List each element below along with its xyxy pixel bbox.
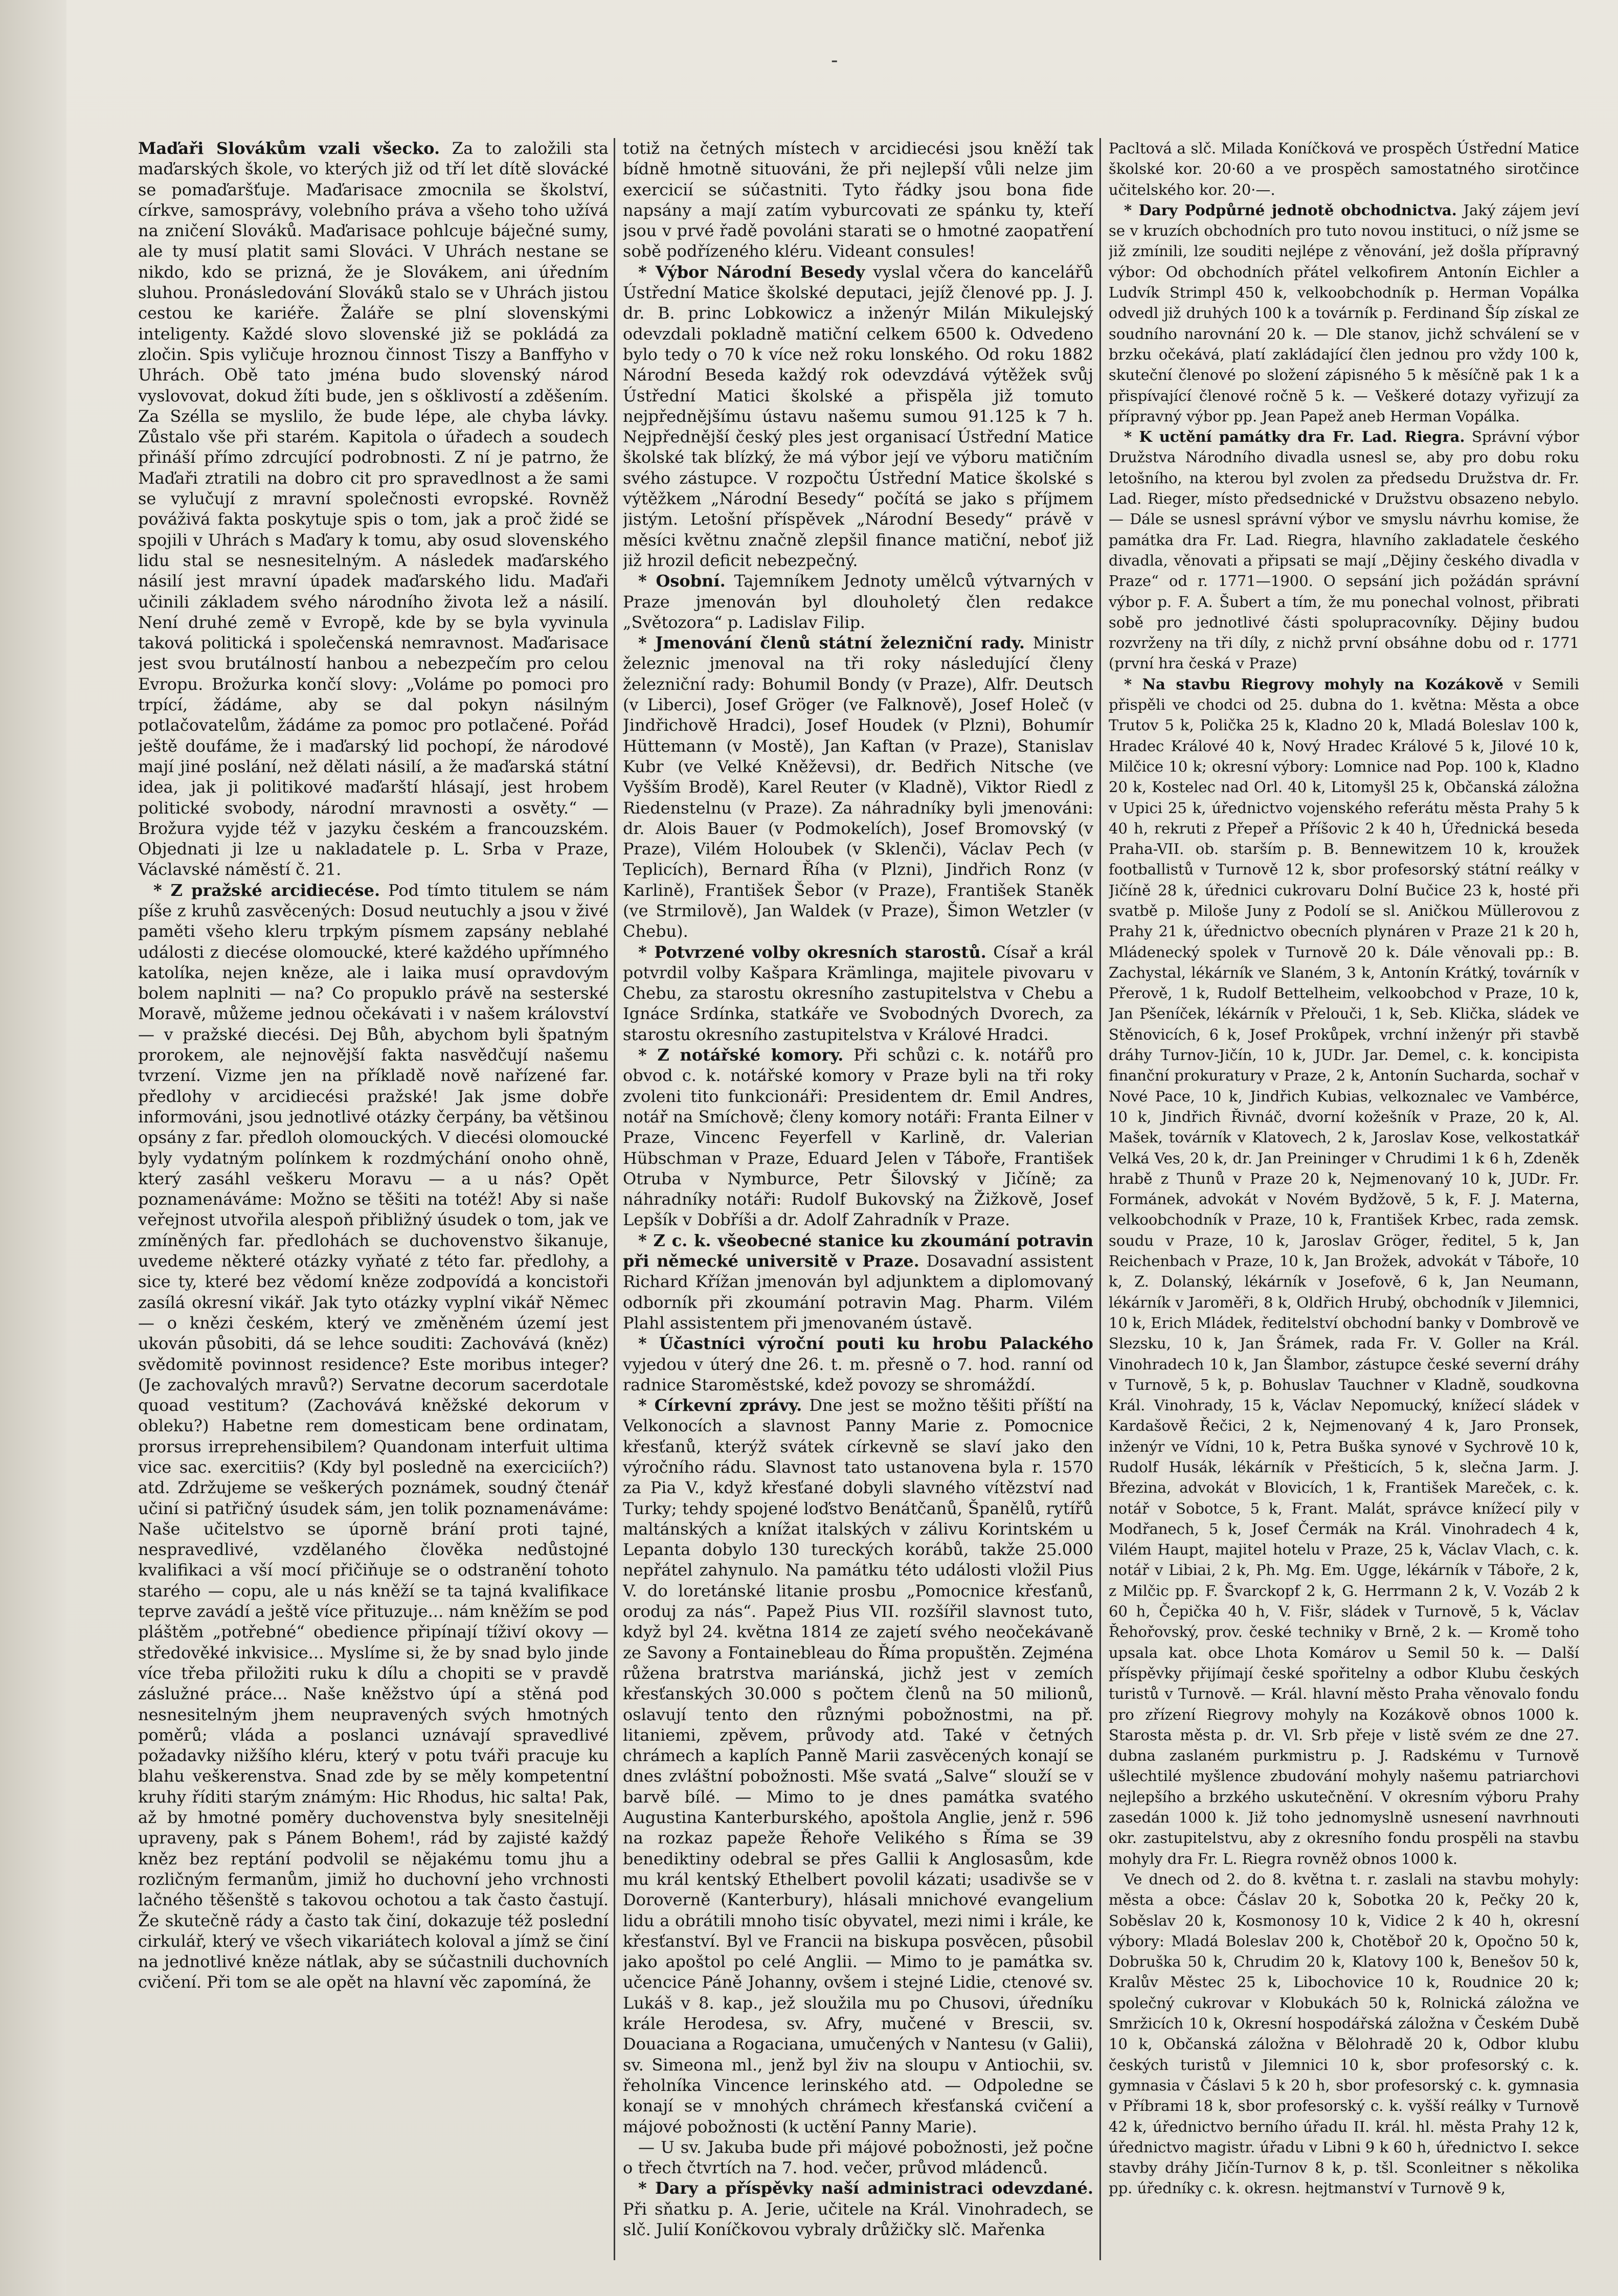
article-paragraph — [623, 262, 1093, 571]
article-heading: * K uctění památky dra Fr. Lad. Riegra. — [1124, 428, 1465, 446]
article-heading: * Dary a příspěvky naší administraci odevzdané. — [638, 2178, 1093, 2198]
article-paragraph — [1109, 138, 1579, 200]
article-heading: * Účastníci výroční pouti ku hrobu Palackého — [638, 1334, 1093, 1354]
column-rule-1 — [614, 138, 615, 2260]
article-text: Císař a král potvrdil volby Kašpara Krämlinga, majitele pivovaru v Chebu, za starostu okresního zastupitelstva v Chebu a Ignáce Srdínka, statkáře ve Svobodných Dvorech, za starostu okresního zastupitelstva v Králové Hradci. — [623, 942, 1093, 1044]
column-2 — [623, 138, 1093, 2265]
article-text: Dosavadní assistent Richard Křížan jmenován byl adjunktem a diplomovaný odborník při zkoumání potravin Mag. Pharm. Vilém Plahl assistentem při jmenovaném ústavě. — [623, 1251, 1093, 1333]
article-text: vyjedou v úterý dne 26. t. m. přesně o 7. hod. ranní od radnice Staroměstské, kdež povozy se shromáždí. — [623, 1354, 1093, 1394]
article-text: Dne jest se možno těšiti příští na Velkonocích a slavnost Panny Marie z. Pomocnice křesťanů, kterýž svátek církevně se slaví jako den výročního rádu. Slavnost tato ustanovena byla r. 1570 za Pia V., když křesťané dobyli slavného vítězství nad Turky; tehdy spojené loďstvo Benátčanů, Španělů, rytířů maltánských a knížat italských v zálivu Korintském u Lepanta dobylo 130 tureckých korábů, takže 25.000 nepřátel zahynulo. Na památku této události vložil Pius V. do loretánské litanie prosbu „Pomocnice křesťanů, oroduj za nás“. Papež Pius VII. rozšířil slavnost tuto, když byl 24. května 1814 ze zajetí svého neočekávaně ze Savony a Fontainebleau do Říma propuštěn. Zejména růžena bratrstva mariánská, jichž jest v zemích křesťanských 30.000 s počtem členů na 50 milionů, oslavují tento den různými pobožnostmi, na př. litaniemi, zpěvem, průvody atd. Také v četných chrámech a kaplích Panně Marii zasvěcených konají se dnes zvláštní pobožnosti. Mše svatá „Salve“ slouží se v barvě bílé. — Mimo to je dnes památka svatého Augustina Kanterburského, apoštola Anglie, jenž r. 596 na rozkaz papeže Řehoře Velikého s Říma se 39 benediktiny odebral se přes Gallii k Anglosasům, kde mu král kentský Ethelbert povolil kázati; usadivše se v Doroverně (Kanterbury), hlásali mnichové evangelium lidu a obrátili mnoho tisíc obyvatel, mezi nimi i krále, ke křesťanství. Byl ve Francii na biskupa posvěcen, působil jako apoštol po celé Anglii. — Mimo to je památka sv. učencice Páně Johanny, ovšem i stejné Lidie, ctenové sv. Lukáš v 8. kap., jež sloužila mu po Chusovi, úředníku krále Herodesa, sv. Afry, mučené v Brescii, sv. Douaciana a Rogaciana, umučených v Nantesu (v Galii), sv. Simeona ml., jenž byl živ na sloupu v Antiochii, sv. řeholníka Vincence lerinského atd. — Odpoledne se konají se v mnohých chrámech křesťanská cvičení a májové pobožnosti (k uctění Panny Marie). — [623, 1395, 1093, 2136]
article-heading: * Z pražské arcidiecése. — [153, 880, 380, 900]
article-text: Tajemníkem Jednoty umělců výtvarných v Praze jmenován byl dlouholetý člen redakce „Světozora“ p. Ladislav Filip. — [623, 571, 1093, 632]
article-text: Správní výbor Družstva Národního divadla usnesl se, aby pro dobu roku letošního, na kterou byl zvolen za předsedu Družstva dr. Fr. Lad. Rieger, místo předsednické v Družstvu obsazeno nebylo. — Dále se usnesl správní výbor ve smyslu návrhu komise, že památka dra Fr. Lad. Riegra, hlavního zakladatele českého divadla, věnovati a připsati se mají „Dějiny českého divadla v Praze“ od r. 1771—1900. O sepsání jich požádán správní výbor p. F. A. Šubert a tím, že mu ponechal volnost, přibrati sobě pro jednotlivé části spolupracovníky. Dějiny budou rozvrženy na tři díly, z nichž první obsáhne dobu od r. 1771 (první hra česká v Praze) — [1109, 428, 1579, 672]
article-text: totiž na četných místech v arcidiecési jsou kněží tak bídně hmotně situováni, že při nejlepší vůli nelze jim exercicií se súčastniti. Tyto řádky jsou bona fide napsány a mají zatím vyburcovati ze spánku ty, kteří jsou v prvé řadě povoláni starati se o hmotné zaopatření sobě podřízeného kléru. Videant consules! — [623, 139, 1093, 261]
article-text: Při schůzi c. k. notářů pro obvod c. k. notářské komory v Praze byli na tři roky zvoleni tito funkcionáři: Presidentem dr. Emil Andres, notář na Smíchově; členy komory notáři: Franta Eilner v Praze, Vincenc Feyerfell v Karlině, dr. Valerian Hübschman v Praze, Eduard Jelen v Táboře, František Otruba v Nymburce, Petr Šilovský v Jičíně; za náhradníky notáři: Rudolf Bukovský na Žižkově, Josef Lepšík v Dobříši a dr. Adolf Zahradník v Praze. — [623, 1045, 1093, 1230]
column-rule-2 — [1099, 138, 1101, 2260]
article-heading: Maďaři Slovákům vzali všecko. — [138, 139, 440, 158]
article-text: — U sv. Jakuba bude při májové pobožnosti, jež počne o třech čtvrtích na 7. hod. večer, průvod mládenců. — [623, 2137, 1093, 2178]
article-paragraph — [1109, 674, 1579, 1869]
page-mark: - — [831, 49, 838, 72]
article-paragraph — [623, 633, 1093, 941]
article-text: v Semili přispěli ve chodci od 25. dubna do 1. května: Města a obce Trutov 5 k, Polička 25 k, Kladno 20 k, Mladá Boleslav 100 k, Hradec Králové 40 k, Nový Hradec Králové 5 k, Jilové 10 k, Milčice 10 k; okresní výbory: Lomnice nad Pop. 100 k, Kladno 20 k, Kostelec nad Orl. 40 k, Litomyšl 25 k, Občanská záložna v Upici 25 k, úřednictvo vojenského referátu města Prahy 5 k 40 h, rekruti z Přepeř a Příšovic 2 k 40 h, Úřednická beseda Praha-VII. ob. starším p. B. Bennewitzem 10 k, kroužek footballistů v Turnově 12 k, sbor profesorský státní reálky v Jičíně 28 k, úřednici cukrovaru Dolní Bučice 23 k, hosté při svatbě p. Miloše Juny z Podolí se sl. Aničkou Müllerovou z Prahy 21 k, úřednictvo obecních plynáren v Praze 21 k 20 h, Mládenecký spolek v Turnově 20 k. Dále věnovali pp.: B. Zachystal, lékárník ve Slaném, 3 k, Antonín Krátký, továrník v Přerově, 1 k, Rudolf Bettelheim, velkoobchod v Praze, 10 k, Jan Pšeníček, lékárník v Přelouči, 1 k, Seb. Klička, sládek ve Stěnovicích, 6 k, Josef Prokůpek, vrchní inženýr při stavbě dráhy Turnov-Jičín, 10 k, JUDr. Jar. Demel, c. k. koncipista finanční prokuratury v Praze, 2 k, Antonín Sucharda, sochař v Nové Pace, 10 k, Jindřich Kubias, velkoznalec ve Vambérce, 10 k, Jindřich Řivnáč, dvorní kožešník v Praze, 20 k, Al. Mašek, továrník v Klatovech, 2 k, Jaroslav Kose, velkostatkář Velká Ves, 20 k, dr. Jan Preininger v Chrudimi 1 k 6 h, Zdeněk hrabě z Thunů v Praze 20 k, Nejmenovaný 10 k, JUDr. Fr. Formánek, advokát v Novém Bydžově, 5 k, F. J. Materna, velkoobchodník v Praze, 10 k, František Krbec, rada zemsk. soudu v Praze, 10 k, Jaroslav Gröger, ředitel, 5 k, Jan Reichenbach v Praze, 10 k, Jan Brožek, advokát v Táboře, 10 k, Z. Dolanský, lékárník v Josefově, 6 k, Jan Neumann, lékárník v Jaroměři, 8 k, Oldřich Hrubý, obchodník v Jilemnici, 10 k, Erich Mládek, ředitelství obchodní banky v Dombrově ve Slezsku, 10 k, Jan Šrámek, rada Fr. V. Goller na Král. Vinohradech 10 k, Jan Šlambor, zástupce české severní dráhy v Turnově, 5 k, p. Bohuslav Tauchner v Kladně, soudkovna Král. Vinohrady, 15 k, Václav Nepomucký, knížecí sládek v Kardašově Řečici, 2 k, Nejmenovaný 4 k, Jaro Pronsek, inženýr ve Vídni, 10 k, Petra Buška synové v Sychrově 10 k, Rudolf Husák, lékárník v Přešticích, 5 k, slečna Jarm. J. Březina, advokát v Blovicích, 1 k, František Mareček, c. k. notář v Sobotce, 5 k, Frant. Malát, správce knížecí pily v Modřanech, 5 k, Josef Čermák na Král. Vinohradech 4 k, Vilém Haupt, majitel hotelu v Praze, 25 k, Václav Vlach, c. k. notář v Libiai, 2 k, Ph. Mg. Em. Ugge, lékárník v Táboře, 2 k, z Milčic pp. F. Švarckopf 2 k, G. Herrmann 2 k, V. Vozáb 2 k 60 h, Čepička 40 h, V. Fišr, sládek v Turnově, 5 k, Václav Řehořovský, prov. české techniky v Brně, 2 k. — Kromě toho upsala kat. obce Lhota Komárov u Semil 50 k. — Další příspěvky přijímají české spořitelny a odbor Klubu českých turistů v Turnově. — Král. hlavní město Praha věnovalo fondu pro zřízení Riegrovy mohyly na Kozákově obnos 1000 k. Starosta města p. dr. Vl. Srb přeje v listě svém ze dne 27. dubna zaslaném purkmistru p. J. Radskému v Turnově ušlechtilé myšlence zbudování mohyly našemu patriarchovi nejlepšího a brzkého uskutečnění. V okresním výboru Prahy zasedán 1000 k. Již toho jednomyslně usnesení navrhnouti okr. zastupitelstvu, aby z okresního fondu prospěli na stavbu mohyly dra Fr. L. Riegra rovněž obnos 1000 k. — [1109, 675, 1579, 1867]
article-heading: * Potvrzené volby okresních starostů. — [638, 942, 986, 962]
article-heading: * Osobní. — [638, 571, 726, 591]
article-paragraph — [1109, 426, 1579, 674]
article-paragraph — [138, 138, 609, 880]
column-3 — [1109, 138, 1579, 2265]
article-text: Za to založili sta maďarských škole, vo kterých již od tří let dítě slovácké se pomaďaršťuje. Maďarisace zmocnila se školství, církve, samosprávy, volebního práva a všeho toho užívá na zničení Slováků. Maďarisace pohlcuje báječné sumy, ale ty musí platit sami Slováci. V Uhrách nestane se nikdo, kdo se prizná, že je Slovákem, ani úředním sluhou. Pronásledování Slováků stalo se v Uhrách jistou cestou ke kariéře. Žaláře se plní slovenskými inteligenty. Každé slovo slovenské již se pokládá za zločin. Spis vyličuje hroznou činnost Tiszy a Banffyho v Uhrách. Obě tato jména budo slovenský národ vyslovovat, dokud žíti bude, jen s ošklivostí a zděšením. Za Szélla se myslilo, že bude lépe, ale chyba lávky. Zůstalo vše při starém. Kapitola o úřadech a soudech přináší přímo zdrcující podrobnosti. Z ní je patrno, že Maďaři ztratili na dobro cit pro spravedlnost a že sami se vylučují z mravní společnosti evropské. Rovněž pováživá fakta poskytuje spis o tom, jak a proč židé se spojili v Uhrách s Maďary k tomu, aby osud slovenského lidu stal se nesnesitelným. A následek maďarského násilí jest mravní úpadek maďarského lidu. Maďaři učinili základem svého národního života lež a násilí. Není druhé země v Evropě, kde by se byla vyvinula taková politická i společenská nemravnost. Maďarisace jest svou brutálností hanbou a nebezpečím pro celou Evropu. Brožurka končí slovy: „Voláme po pomoci pro trpící, žádáme, aby se dal pokyn násilným potlačovatelům, žádáme za pomoc pro potlačené. Pořád ještě doufáme, že i maďarský lid pochopí, že národové mají jiné poslání, než dělati násilí, a že maďarská státní idea, jak ji politikové maďarští hlásají, jest hrobem politické svobody, národní mravnosti a osvěty.“ — Brožura vyjde též v jazyku českém a francouzském. Objednati ji lze u nakladatele p. L. Srba v Praze, Václavské náměstí č. 21. — [138, 139, 609, 880]
article-heading: * Výbor Národní Besedy — [638, 262, 865, 282]
article-paragraph — [623, 1395, 1093, 2137]
article-paragraph — [1109, 200, 1579, 426]
article-paragraph — [623, 942, 1093, 1045]
article-paragraph — [623, 1333, 1093, 1395]
article-heading: * Církevní zprávy. — [638, 1395, 802, 1415]
article-text: Ve dnech od 2. do 8. května t. r. zaslali na stavbu mohyly: města a obce: Čáslav 20 k, Sobotka 20 k, Pečky 20 k, Soběslav 20 k, Kosmonosy 10 k, Vidice 2 k 40 h, okresní výbory: Mladá Boleslav 200 k, Chotěboř 20 k, Opočno 50 k, Dobruška 50 k, Chrudim 20 k, Klatovy 100 k, Benešov 50 k, Kralův Městec 25 k, Libochovice 10 k, Roudnice 20 k; společný cukrovar v Klobukách 50 k, Rolnická záložna ve Smržicích 10 k, Okresní hospodářská záložna v Českém Dubě 10 k, Občanská záložna v Bělohradě 20 k, Odbor klubu českých turistů v Jilemnici 10 k, sbor profesorský c. k. gymnasia v Čáslavi 5 k 20 h, sbor profesorský c. k. gymnasia v Příbrami 18 k, sbor profesorský c. k. vyšší reálky v Turnově 42 k, úřednictvo berního úřadu II. král. hl. města Prahy 12 k, úřednictvo magistr. úřadu v Libni 9 k 60 h, úřednictvo I. sekce stavby dráhy Jičín-Turnov 8 k, p. tšl. Sconleitner s několika pp. úředníky c. k. okresn. hejtmanství v Turnově 9 k, — [1109, 1870, 1579, 2197]
article-heading: * Jmenování členů státní železniční rady. — [638, 633, 1025, 653]
article-heading: * Na stavbu Riegrovy mohyly na Kozákově — [1124, 675, 1503, 693]
article-text: Pod tímto titulem se nám píše z kruhů zasvěcených: Dosud neutuchly a jsou v živé paměti všeho kleru trpkým písmem zapsány neblahé události z diecése olomoucké, které každého upřímného katolíka, nejen kněze, ale i laika musí opravdovým bolem naplniti — na? Co propuklo právě na sesterské Moravě, můžeme jednou očekávati i v našem království — v pražské diecési. Dej Bůh, abychom byli špatným prorokem, ale nejnovější fakta nasvědčují našemu tvrzení. Vizme jen na příkladě nově nařízené far. předlohy v arcidiecési pražské! Jak jsme dobře informováni, jsou jednotlivé otázky čerpány, ba většinou opsány z far. předloh olomouckých. V diecési olomoucké byly vydatným polínkem k rozdmýchání onoho ohně, který zasáhl veškeru Moravu — a u nás? Opět poznamenáváme: Možno se těšiti na totéž! Aby si naše veřejnost utvořila alespoň přibližný úsudek o tom, jak ve zmíněných far. předlohách se duchovenstvo šikanuje, uvedeme některé otázky vyňaté z této far. předlohy, a sice ty, které bez vědomí kněze zodpovídá a koncistoři zasílá okresní vikář. Jak tyto otázky vyplní vikář Němec — o knězi českém, který ve změněném území jest ukován působiti, dá se lehce souditi: Zachovává (kněz) svědomitě povinnost residence? Este moribus integer? (Je zachovalých mravů?) Servatne decorum sacerdotale quoad vestitum? (Zachovává kněžské dekorum v obleku?) Habetne rem domesticam bene ordinatam, prorsus irreprehensibilem? Quandonam interfuit ultima vice sac. exercitiis? (Kdy byl posledně na exerciciích?) atd. Zdržujeme se veškerých poznámek, soudný čtenář učiní si patřičný úsudek sám, jen tolik poznamenáváme: Naše učitelstvo se úporně brání proti tajné, nespravedlivé, vzdělaného člověka nedůstojné kvalifikaci a vší mocí přičiňuje se o odstranění tohoto starého — copu, ale u nás kněží se ta tajná kvalifikace teprve zavádí a ještě více přituzuje... nám kněžím se pod pláštěm „potřebné“ obedience připínají tíživí okovy — středověké inkvisice... Myslíme si, že by snad bylo jinde více třeba přiložiti ruku k dílu a chopiti se v pravdě záslužné práce... Naše kněžstvo úpí a stěná pod nesnesitelným jhem neupravených svých hmotných poměrů; vláda a poslanci uznávají spravedlivé požadavky nižšího kléru, který v potu tváři pracuje ku blahu veškerenstva. Snad zde by se měly kompetentní kruhy říditi starým známým: Hic Rhodus, hic salta! Pak, až by hmotné poměry duchovenstva byly snesitelněji upraveny, pak s Pánem Bohem!, rád by zajisté každý kněz bez reptání podvolil se nějakému tomu jhu a rozličným fermanům, jimiž ho duchovní jeho vrchnosti lačného těšenště s takovou ochotou a tak často častují. Že skutečně rády a často tak činí, dokazuje též poslední cirkulář, který ve všech vikariátech koloval a jímž se činí na jednotlivé kněze nátlak, aby se súčastnili duchovních cvičení. Při tom se ale opět na hlavní věc zapomíná, že — [138, 880, 609, 1992]
article-heading: * Dary Podpůrné jednotě obchodnictva. — [1124, 201, 1457, 219]
article-heading: * Z c. k. všeobecné stanice ku zkoumání potravin při německé universitě v Praze. — [623, 1230, 1093, 1271]
article-paragraph — [623, 138, 1093, 262]
article-paragraph — [138, 880, 609, 1993]
article-text: Pacltová a slč. Milada Koníčková ve prospěch Ústřední Matice školské kor. 20·60 a ve prospěch samostatného sirotčince učitelského kor. 20·—. — [1109, 140, 1579, 198]
article-paragraph — [623, 1230, 1093, 1333]
article-text: Jaký zájem jeví se v kruzích obchodních pro tuto novou instituci, o níž jsme se již zmínili, lze souditi nejlépe z věnování, jež došla přípravný výbor: Od obchodních přátel velkofirem Antonín Eichler a Ludvík Strimpl 450 k, velkoobchodník p. Herman Vopálka odvedl již druhých 100 k a továrník p. Ferdinand Šíp získal ze soudního narovnání 20 k. — Dle stanov, jichž schválení se v brzku očekává, platí zakládající člen jednou pro vždy 100 k, skuteční členové po složení zápisného 5 k měsíčně pak 1 k a přispívající členové ročně 5 k. — Veškeré dotazy vyřizují za přípravný výbor pp. Jean Papež aneb Herman Vopálka. — [1109, 201, 1579, 425]
column-1 — [138, 138, 609, 2265]
article-paragraph — [623, 2137, 1093, 2178]
binding-edge — [0, 0, 66, 2296]
article-text: Při sňatku p. A. Jerie, učitele na Král. Vinohradech, se slč. Julií Koníčkovou vybraly drůžičky slč. Mařenka — [623, 2199, 1093, 2239]
article-text: vyslal včera do kancelářů Ústřední Matice školské deputaci, jejíž členové pp. J. J. dr. B. princ Lobkowicz a inženýr Milán Mikulejský odevzdali pokladně matiční celkem 6500 k. Odvedeno bylo tedy o 70 k více než roku lonského. Od roku 1882 Národní Beseda každý rok odevzdává výtěžek svůj Ústřední Matici školské a přispěla již tomuto nejpřednějšímu ústavu našemu sumou 91.125 k 7 h. Nejpřednější český ples jest organisací Ústřední Matice školské tak blízký, že má výbor její ve výboru matičním svého zástupce. V rozpočtu Ústřední Matice školské s výtěžkem „Národní Besedy“ počítá se jako s příjmem jistým. Letošní příspěvek „Národní Besedy“ právě v měsíci květnu značně zlepšil finance matiční, neboť již již hrozil deficit nebezpečný. — [623, 262, 1093, 570]
article-heading: * Z notářské komory. — [638, 1045, 844, 1065]
article-paragraph — [623, 571, 1093, 633]
article-paragraph — [623, 2178, 1093, 2240]
article-paragraph — [623, 1045, 1093, 1230]
article-paragraph — [1109, 1869, 1579, 2199]
article-text: Ministr železnic jmenoval na tři roky následující členy železniční rady: Bohumil Bondy (v Praze), Alfr. Deutsch (v Liberci), Josef Gröger (ve Falknově), Josef Holeč (v Jindřichově Hradci), Josef Houdek (v Plzni), Bohumír Hüttemann (v Mostě), Jan Kaftan (v Praze), Stanislav Kubr (ve Velké Kněževsi), dr. Bedřich Nitsche (ve Vyšším Brodě), Karel Reuter (v Kladně), Viktor Riedl z Riedenstelnu (v Praze). Za náhradníky byli jmenováni: dr. Alois Bauer (v Podmokelích), Josef Bromovský (v Praze), Vilém Holoubek (v Sklenči), Václav Pech (v Teplicích), Bernard Říha (v Plzni), Jindřich Ronz (v Karlině), František Šebor (v Praze), František Staněk (ve Strmilově), Jan Waldek (v Praze), Šimon Wetzler (v Chebu). — [623, 633, 1093, 941]
